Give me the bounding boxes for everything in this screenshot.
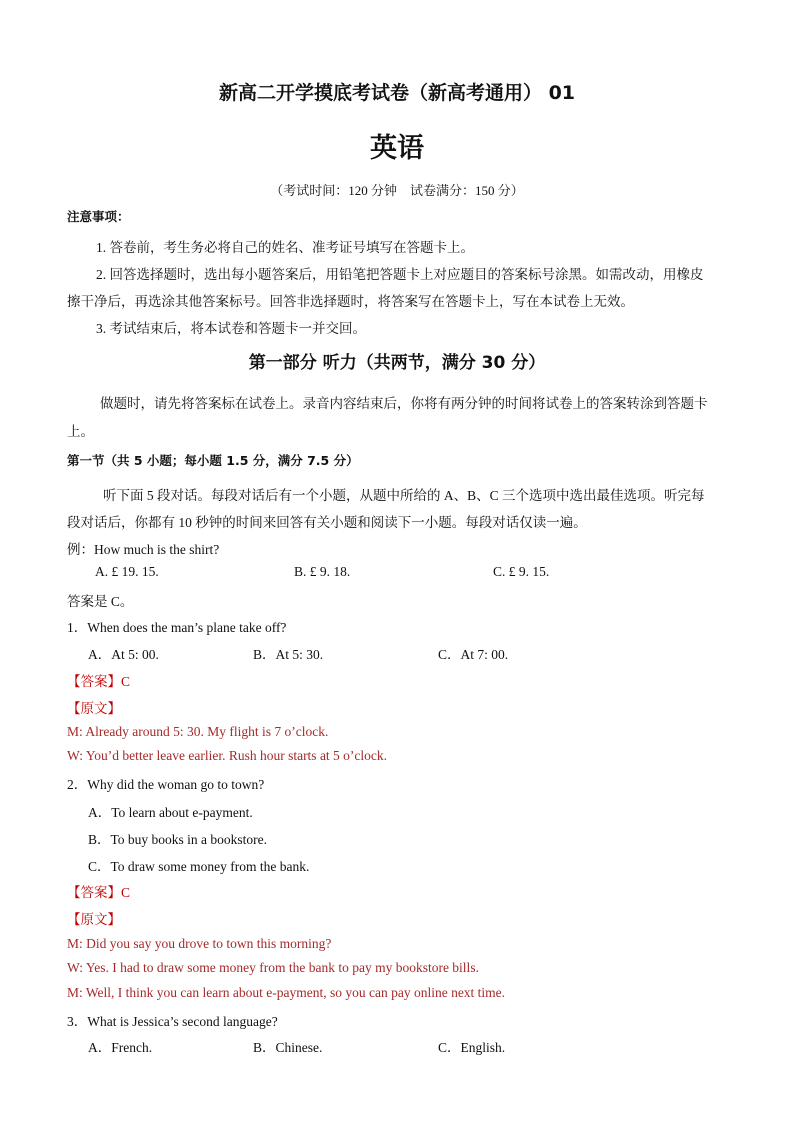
q1-question: 1．When does the man’s plane take off? <box>67 620 287 635</box>
example-option-c: C. £ 9. 15. <box>493 564 550 579</box>
example-option-a: A. £ 19. 15. <box>95 564 159 579</box>
q3-option-a: A．French. <box>88 1040 153 1055</box>
section1-intro-line-2: 段对话后，你都有 10 秒钟的时间来回答有关小题和阅读下一小题。每段对话仅读一遍。 <box>67 515 587 530</box>
example-option-b: B. £ 9. 18. <box>294 564 351 579</box>
q1-answer-tag: 【答案】 <box>67 674 121 689</box>
q2-option-b: B．To buy books in a bookstore. <box>88 832 268 847</box>
q2-transcript-line-1: M: Did you say you drove to town this morning? <box>67 936 332 951</box>
q1-transcript-tag: 【原文】 <box>67 701 121 716</box>
part1-title: 第一部分 听力（共两节，满分 30 分） <box>248 353 546 373</box>
q2-transcript-line-3: M: Well, I think you can learn about e-payment, so you can pay online next time. <box>67 985 506 1000</box>
q1-transcript-line-1: M: Already around 5: 30. My flight is 7 o’clock. <box>67 724 329 739</box>
q2-question: 2．Why did the woman go to town? <box>67 777 265 792</box>
q2-option-a: A．To learn about e-payment. <box>88 805 253 820</box>
q1-answer-line <box>67 670 130 691</box>
section1-title: 第一节（共 5 小题；每小题 1.5 分，满分 7.5 分） <box>67 453 359 468</box>
q2-answer-value: C <box>121 885 131 900</box>
q2-answer-line <box>67 881 130 902</box>
q3-question: 3．What is Jessica’s second language? <box>67 1014 278 1029</box>
part1-intro-line-1: 做题时，请先将答案标在试卷上。录音内容结束后，你将有两分钟的时间将试卷上的答案转涂到答题卡 <box>100 396 708 411</box>
example-answer: 答案是 C。 <box>67 594 134 609</box>
subject-title: 英语 <box>370 133 424 164</box>
q2-transcript-line-2: W: Yes. I had to draw some money from the bank to pay my bookstore bills. <box>67 960 479 975</box>
example-question: 例：How much is the shirt? <box>67 542 220 557</box>
q3-option-b: B．Chinese. <box>253 1040 323 1055</box>
part1-intro-line-2: 上。 <box>67 424 94 439</box>
exam-title: 新高二开学摸底考试卷（新高考通用） 01 <box>218 82 576 104</box>
q1-option-c: C．At 7: 00. <box>438 647 509 662</box>
notice-item-2-line-1: 2. 回答选择题时，选出每小题答案后，用铅笔把答题卡上对应题目的答案标号涂黑。如需改动，用橡皮 <box>96 267 704 282</box>
q1-option-a: A．At 5: 00. <box>88 647 159 662</box>
section1-intro-line-1: 听下面 5 段对话。每段对话后有一个小题，从题中所给的 A、B、C 三个选项中选出最佳选项。听完每 <box>103 488 705 503</box>
q2-transcript-tag: 【原文】 <box>67 912 121 927</box>
q1-answer-value: C <box>121 674 131 689</box>
q2-option-c: C．To draw some money from the bank. <box>88 859 310 874</box>
notice-heading: 注意事项： <box>67 209 130 224</box>
exam-info: （考试时间：120 分钟 试卷满分：150 分） <box>270 183 524 198</box>
q3-option-c: C．English. <box>438 1040 506 1055</box>
q1-transcript-line-2: W: You’d better leave earlier. Rush hour starts at 5 o’clock. <box>67 748 388 763</box>
q2-answer-tag: 【答案】 <box>67 885 121 900</box>
q1-option-b: B．At 5: 30. <box>253 647 324 662</box>
notice-item-1: 1. 答卷前，考生务必将自己的姓名、准考证号填写在答题卡上。 <box>96 240 474 255</box>
notice-item-2-line-2: 擦干净后，再选涂其他答案标号。回答非选择题时，将答案写在答题卡上，写在本试卷上无效。 <box>67 294 634 309</box>
notice-item-3: 3. 考试结束后，将本试卷和答题卡一并交回。 <box>96 321 366 336</box>
